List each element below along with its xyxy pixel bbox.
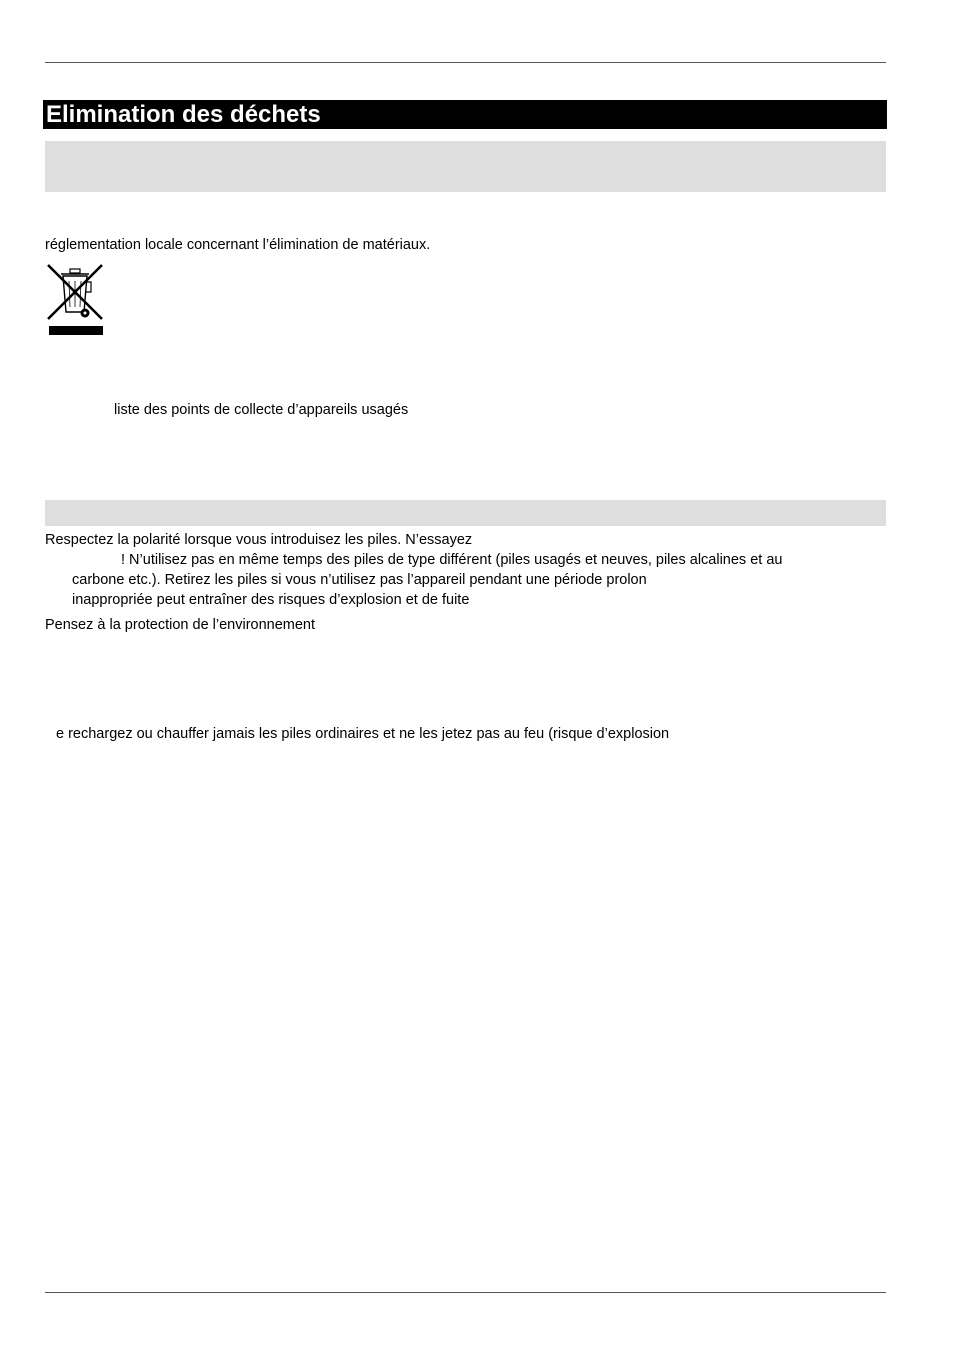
environment-text: Pensez à la protection de l’environnement xyxy=(45,617,316,633)
footer-rule xyxy=(45,1292,886,1293)
batteries-text-line-1: Respectez la polarité lorsque vous introduisez les piles. N’essayez xyxy=(45,532,473,548)
disposal-text-line: réglementation locale concernant l’élimination de matériaux. xyxy=(45,237,431,253)
collection-points-text: liste des points de collecte d’appareils usagés xyxy=(114,402,409,418)
recharge-warning-text: e rechargez ou chauffer jamais les piles ordinaires et ne les jetez pas au feu (risque d’explosion xyxy=(56,726,670,742)
batteries-text-line-4: inappropriée peut entraîner des risques d’explosion et de fuite xyxy=(72,592,470,608)
batteries-header-box xyxy=(45,500,886,526)
batteries-text-line-2: ! N’utilisez pas en même temps des piles de type différent (piles usagés et neuves, piles alcalines et au xyxy=(121,552,783,568)
section-title: Elimination des déchets xyxy=(43,100,887,129)
batteries-text-line-3: carbone etc.). Retirez les piles si vous n’utilisez pas l’appareil pendant une période prolon xyxy=(72,572,647,588)
crossed-out-wheelie-bin-icon xyxy=(45,262,105,338)
header-rule xyxy=(45,62,886,63)
notice-box xyxy=(45,141,886,192)
